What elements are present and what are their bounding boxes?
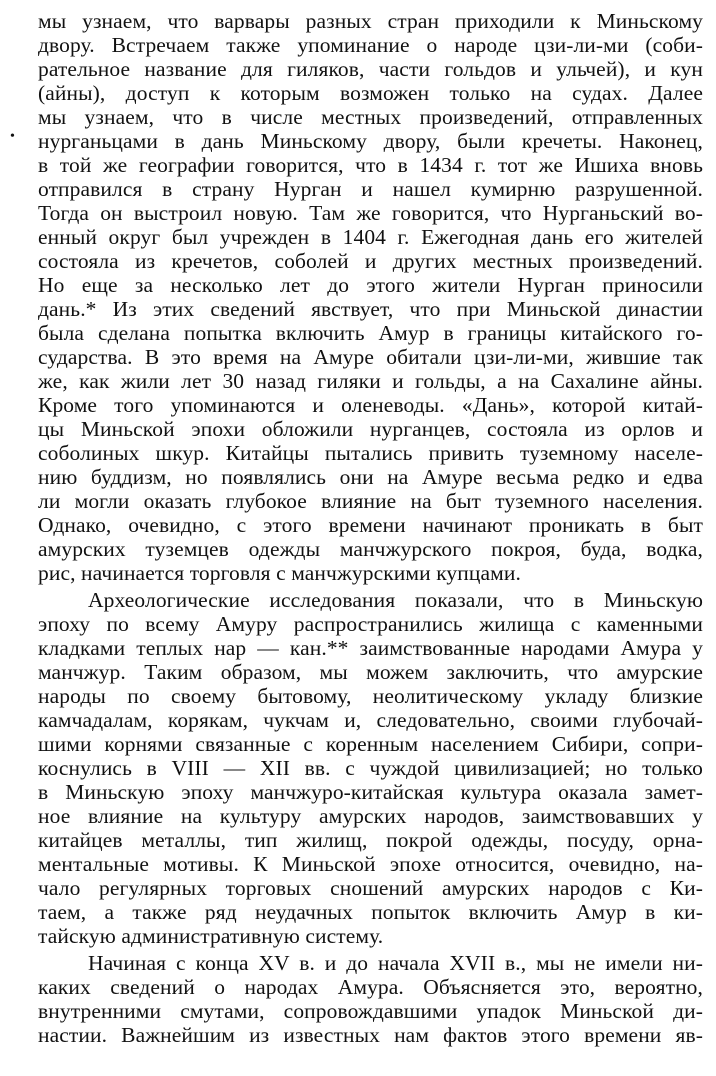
text-line: ментальные мотивы. К Миньской эпохе относится, очевидно, на- bbox=[38, 852, 703, 876]
text-line: рательное название для гиляков, части гольдов и ульчей), и кун bbox=[38, 57, 703, 81]
text-line: Но еще за несколько лет до этого жители Нурган приносили bbox=[38, 273, 703, 297]
text-line: рис, начинается торговля с манчжурскими купцами. bbox=[38, 561, 521, 585]
text-line: Однако, очевидно, с этого времени начинают проникать в быт bbox=[38, 513, 703, 537]
text-line: кладками теплых нар — кан.** заимствованные народами Амура у bbox=[38, 636, 703, 660]
text-line: коснулись в VIII — XII вв. с чуждой цивилизацией; но только bbox=[38, 756, 703, 780]
text-line: ли могли оказать глубокое влияние на быт туземного населения. bbox=[38, 489, 703, 513]
text-line: цы Миньской эпохи обложили нурганцев, состояла из орлов и bbox=[38, 417, 703, 441]
text-line: амурских туземцев одежды манчжурского покроя, буда, водка, bbox=[38, 537, 703, 561]
margin-mark: • bbox=[10, 129, 15, 144]
text-line: камчадалам, корякам, чукчам и, следовательно, своими глубочай- bbox=[38, 708, 703, 732]
text-line: Начиная с конца XV в. и до начала XVII в., мы не имели ни- bbox=[88, 951, 703, 975]
text-line: Кроме того упоминаются и оленеводы. «Дань», которой китай- bbox=[38, 393, 703, 417]
text-line: таем, а также ряд неудачных попыток включить Амур в ки- bbox=[38, 900, 703, 924]
text-line: манчжур. Таким образом, мы можем заключить, что амурские bbox=[38, 660, 703, 684]
text-line: сударства. В это время на Амуре обитали цзи-ли-ми, жившие так bbox=[38, 345, 703, 369]
text-line: в Миньскую эпоху манчжуро-китайская культура оказала замет- bbox=[38, 780, 703, 804]
text-line: соболиных шкур. Китайцы пытались привить туземному населе- bbox=[38, 441, 703, 465]
text-line: каких сведений о народах Амура. Объясняется это, вероятно, bbox=[38, 975, 703, 999]
text-line: народы по своему бытовому, неолитическому укладу близкие bbox=[38, 684, 703, 708]
text-line: двору. Встречаем также упоминание о народе цзи-ли-ми (соби- bbox=[38, 33, 703, 57]
text-line: нурганьцами в дань Миньскому двору, были кречеты. Наконец, bbox=[38, 129, 703, 153]
text-line: дань.* Из этих сведений явствует, что при Миньской династии bbox=[38, 297, 703, 321]
text-line: тайскую административную систему. bbox=[38, 924, 384, 948]
text-line: состояла из кречетов, соболей и других местных произведений. bbox=[38, 249, 703, 273]
text-line: (айны), доступ к которым возможен только на судах. Далее bbox=[38, 81, 703, 105]
text-line: чало регулярных торговых сношений амурских народов с Ки- bbox=[38, 876, 703, 900]
text-line: отправился в страну Нурган и нашел кумирню разрушенной. bbox=[38, 177, 703, 201]
text-line: мы узнаем, что варвары разных стран приходили к Миньскому bbox=[38, 9, 703, 33]
text-line: эпоху по всему Амуру распространились жилища с каменными bbox=[38, 612, 703, 636]
text-line: Тогда он выстроил новую. Там же говорится, что Нурганьский во- bbox=[38, 201, 703, 225]
text-line: китайцев металлы, тип жилищ, покрой одежды, посуду, орна- bbox=[38, 828, 703, 852]
text-line: нию буддизм, но появлялись они на Амуре весьма редко и едва bbox=[38, 465, 703, 489]
text-line: была сделана попытка включить Амур в границы китайского го- bbox=[38, 321, 703, 345]
text-line: же, как жили лет 30 назад гиляки и гольды, а на Сахалине айны. bbox=[38, 369, 703, 393]
text-line: шими корнями связанные с коренным населением Сибири, сопри- bbox=[38, 732, 703, 756]
text-line: Археологические исследования показали, что в Миньскую bbox=[88, 588, 703, 612]
text-line: ное влияние на культуру амурских народов, заимствовавших у bbox=[38, 804, 703, 828]
text-line: мы узнаем, что в числе местных произведений, отправленных bbox=[38, 105, 703, 129]
text-line: енный округ был учрежден в 1404 г. Ежегодная дань его жителей bbox=[38, 225, 703, 249]
text-line: в той же географии говорится, что в 1434 г. тот же Ишиха вновь bbox=[38, 153, 703, 177]
text-line: настии. Важнейшим из известных нам фактов этого времени яв- bbox=[38, 1023, 703, 1047]
text-line: внутренними смутами, сопровождавшими упадок Миньской ди- bbox=[38, 999, 703, 1023]
